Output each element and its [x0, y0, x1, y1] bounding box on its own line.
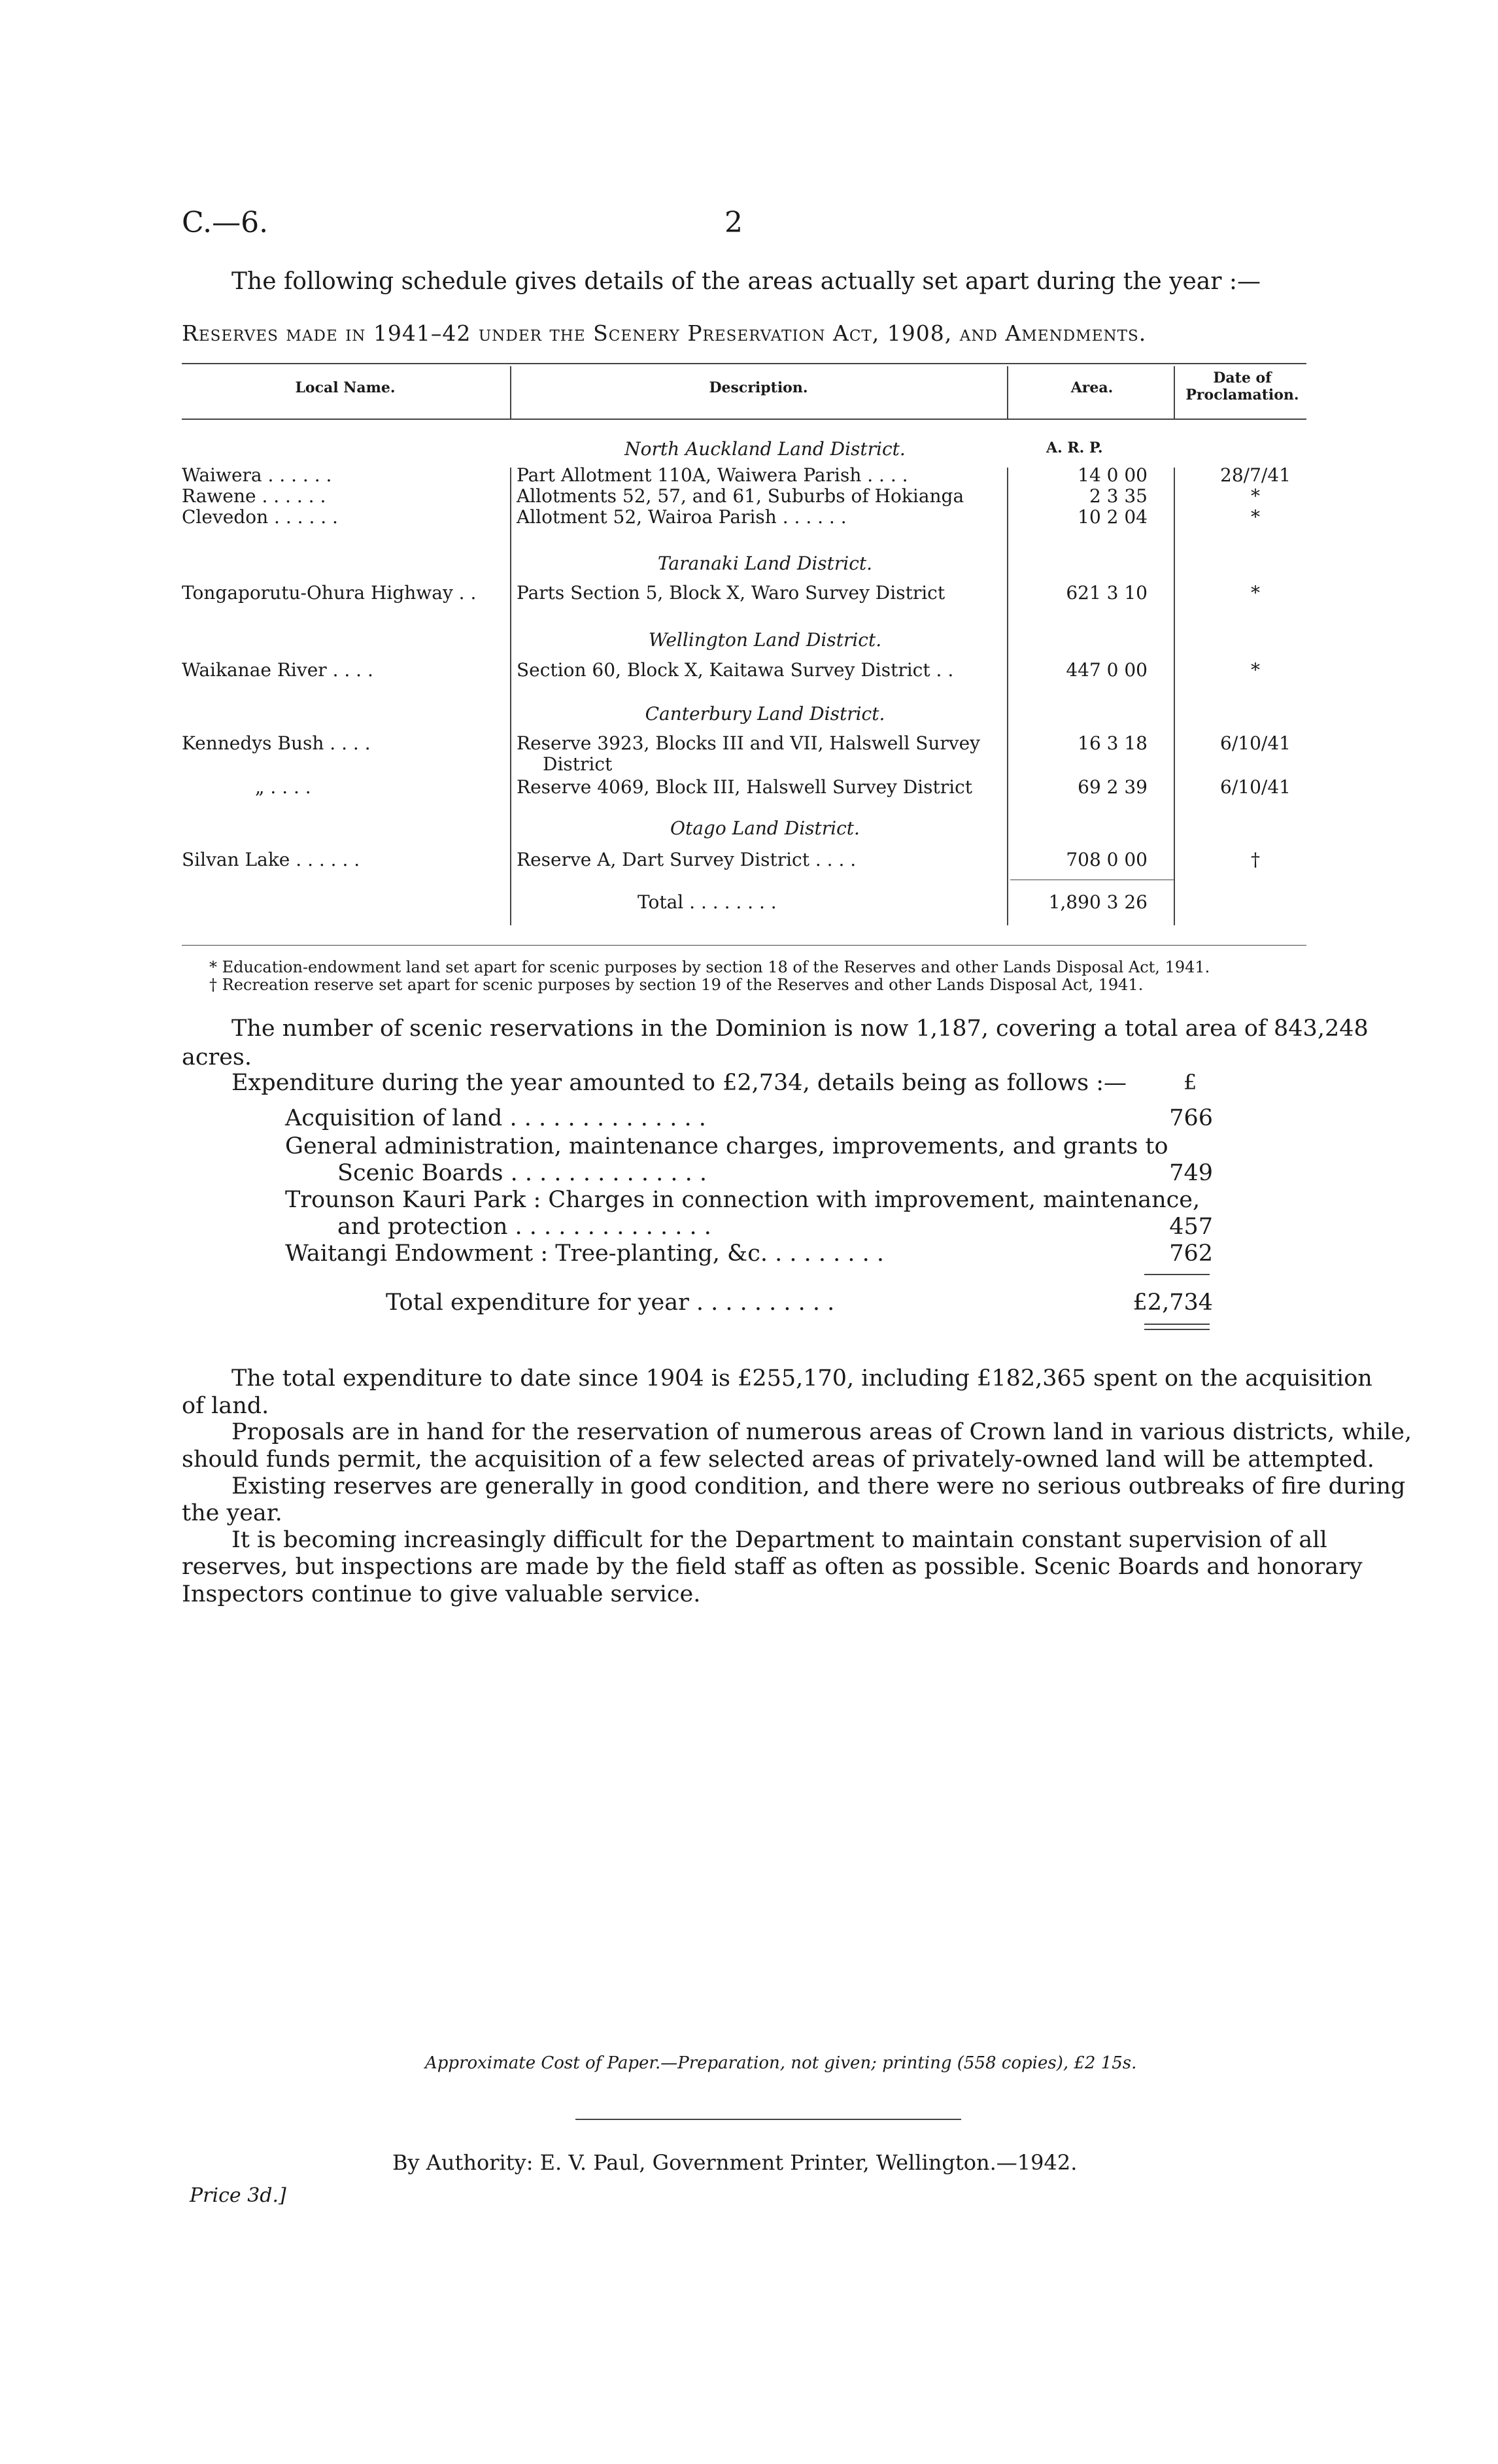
page-number: 2	[724, 206, 743, 239]
table-top-rule	[182, 363, 1306, 364]
paragraph: Expenditure during the year amounted to £2,734, details being as follows :—	[231, 1070, 1127, 1096]
paragraph: acres.	[182, 1044, 252, 1070]
schedule-title	[182, 320, 1146, 346]
table-row-local: „ . . . .	[255, 776, 311, 798]
area-units: A. R. P.	[1046, 439, 1103, 456]
expenditure-item: Trounson Kauri Park : Charges in connection with improvement, maintenance,	[285, 1187, 1200, 1213]
table-row-desc: Allotments 52, 57, and 61, Suburbs of Hokianga	[517, 485, 964, 507]
paragraph: Inspectors continue to give valuable service.	[182, 1581, 701, 1607]
total-area: 1,890 3 26	[1048, 891, 1148, 913]
column-divider	[510, 366, 511, 419]
paragraph: It is becoming increasingly difficult for the Department to maintain constant supervision of all	[231, 1527, 1327, 1553]
column-divider	[1174, 468, 1175, 925]
district-heading: Canterbury Land District.	[645, 703, 885, 725]
total-double-rule	[1144, 1324, 1210, 1325]
total-expenditure-amount: £2,734	[1132, 1290, 1213, 1316]
expenditure-amount: 762	[1169, 1241, 1213, 1267]
table-row-desc: Part Allotment 110A, Waiwera Parish . . . .	[517, 464, 908, 486]
title-word: 1908, and	[887, 320, 998, 346]
table-row-date: *	[1251, 506, 1260, 528]
district-heading: North Auckland Land District.	[624, 438, 906, 460]
table-row-area: 447 0 00	[1066, 659, 1148, 681]
table-row-date: *	[1251, 582, 1260, 604]
district-heading: Wellington Land District.	[648, 629, 882, 651]
title-word: Amendments.	[1005, 320, 1147, 346]
table-row-area: 69 2 39	[1078, 776, 1148, 798]
table-row-date: 6/10/41	[1220, 776, 1291, 798]
column-divider	[1174, 366, 1175, 419]
intro-text: The following schedule gives details of the areas actually set apart during the year :—	[231, 268, 1261, 295]
column-divider	[510, 468, 511, 925]
paragraph: Existing reserves are generally in good condition, and there were no serious outbreaks of fire during	[231, 1473, 1406, 1499]
paragraph: The number of scenic reservations in the Dominion is now 1,187, covering a total area of 843,248	[231, 1016, 1369, 1042]
table-row-date: 28/7/41	[1220, 464, 1291, 486]
table-row-desc: Reserve 4069, Block III, Halswell Survey District	[517, 776, 973, 798]
col-header-date: Date of Proclamation.	[1185, 369, 1299, 403]
table-row-area: 2 3 35	[1089, 485, 1148, 507]
table-row-desc: Reserve 3923, Blocks III and VII, Halswell Survey	[517, 732, 980, 754]
table-bottom-rule	[182, 945, 1306, 946]
title-word: under the	[478, 320, 586, 346]
footnote: * Education-endowment land set apart for scenic purposes by section 18 of the Reserves and other Lands Disposal Act, 1941.	[209, 958, 1210, 976]
document-code: C.—6.	[182, 206, 269, 239]
expenditure-amount: 749	[1169, 1160, 1213, 1186]
expenditure-item: General administration, maintenance charges, improvements, and grants to	[285, 1133, 1168, 1159]
table-row-desc: Allotment 52, Wairoa Parish . . . . . .	[517, 506, 847, 528]
paragraph: The total expenditure to date since 1904 is £255,170, including £182,365 spent on the acquisition	[231, 1365, 1372, 1392]
table-row-desc-cont: District	[543, 753, 613, 775]
table-row-date: 6/10/41	[1220, 732, 1291, 754]
table-row-area: 16 3 18	[1078, 732, 1148, 754]
subtotal-rule	[1144, 1274, 1210, 1275]
cost-note: Approximate Cost of Paper.—Preparation, not given; printing (558 copies), £2 15s.	[425, 2053, 1137, 2073]
table-row-date: †	[1251, 849, 1260, 870]
table-row-local: Waikanae River . . . .	[182, 659, 373, 681]
expenditure-item-cont: Scenic Boards . . . . . . . . . . . . . .	[337, 1160, 707, 1186]
footer-rule	[575, 2119, 961, 2120]
col-header-description: Description.	[709, 379, 808, 396]
paragraph: reserves, but inspections are made by the field staff as often as possible. Scenic Boards and honorary	[182, 1554, 1363, 1580]
table-row-local: Silvan Lake . . . . . .	[182, 849, 360, 870]
total-double-rule	[1144, 1329, 1210, 1330]
table-header-rule	[182, 419, 1306, 420]
paragraph: should funds permit, the acquisition of a few selected areas of privately-owned land will be attempted.	[182, 1446, 1374, 1473]
table-row-desc: Section 60, Block X, Kaitawa Survey District . .	[517, 659, 954, 681]
table-row-local: Tongaporutu-Ohura Highway . .	[182, 582, 477, 604]
table-row-area: 10 2 04	[1078, 506, 1148, 528]
col-header-local-name: Local Name.	[295, 379, 396, 396]
title-word: Reserves	[182, 320, 279, 346]
table-row-desc: Reserve A, Dart Survey District . . . .	[517, 849, 857, 870]
table-row-local: Kennedys Bush . . . .	[182, 732, 371, 754]
col-header-area: Area.	[1070, 379, 1114, 396]
table-row-date: *	[1251, 485, 1260, 507]
table-row-area: 708 0 00	[1066, 849, 1148, 870]
table-row-date: *	[1251, 659, 1260, 681]
expenditure-amount: 457	[1169, 1214, 1213, 1240]
district-heading: Otago Land District.	[670, 817, 860, 839]
footnote: † Recreation reserve set apart for scenic purposes by section 19 of the Reserves and other Lands Disposal Act, 1941.	[209, 976, 1144, 994]
table-row-area: 14 0 00	[1078, 464, 1148, 486]
paragraph: the year.	[182, 1500, 282, 1526]
title-word: 1941–42	[373, 320, 471, 346]
table-row-local: Rawene . . . . . .	[182, 485, 326, 507]
currency-symbol: £	[1183, 1070, 1197, 1095]
total-label: Total . . . . . . . .	[638, 891, 777, 913]
district-heading: Taranaki Land District.	[657, 553, 873, 574]
paragraph: of land.	[182, 1393, 269, 1419]
expenditure-item-cont: and protection . . . . . . . . . . . . . .	[337, 1214, 711, 1240]
printer-authority: By Authority: E. V. Paul, Government Printer, Wellington.—1942.	[392, 2150, 1078, 2175]
expenditure-amount: 766	[1169, 1105, 1213, 1131]
total-expenditure-label: Total expenditure for year . . . . . . . . . .	[386, 1290, 835, 1316]
title-word: Scenery Preservation Act,	[593, 320, 880, 346]
paragraph: Proposals are in hand for the reservation of numerous areas of Crown land in various districts, while,	[231, 1419, 1412, 1445]
table-row-desc: Parts Section 5, Block X, Waro Survey District	[517, 582, 945, 604]
title-word: made in	[286, 320, 366, 346]
table-row-local: Clevedon . . . . . .	[182, 506, 338, 528]
expenditure-item: Acquisition of land . . . . . . . . . . . . . .	[285, 1105, 706, 1131]
table-row-area: 621 3 10	[1066, 582, 1148, 604]
table-row-local: Waiwera . . . . . .	[182, 464, 332, 486]
expenditure-item: Waitangi Endowment : Tree-planting, &c. . . . . . . . .	[285, 1241, 884, 1267]
price: Price 3d.]	[190, 2184, 286, 2207]
column-divider	[1007, 366, 1008, 419]
